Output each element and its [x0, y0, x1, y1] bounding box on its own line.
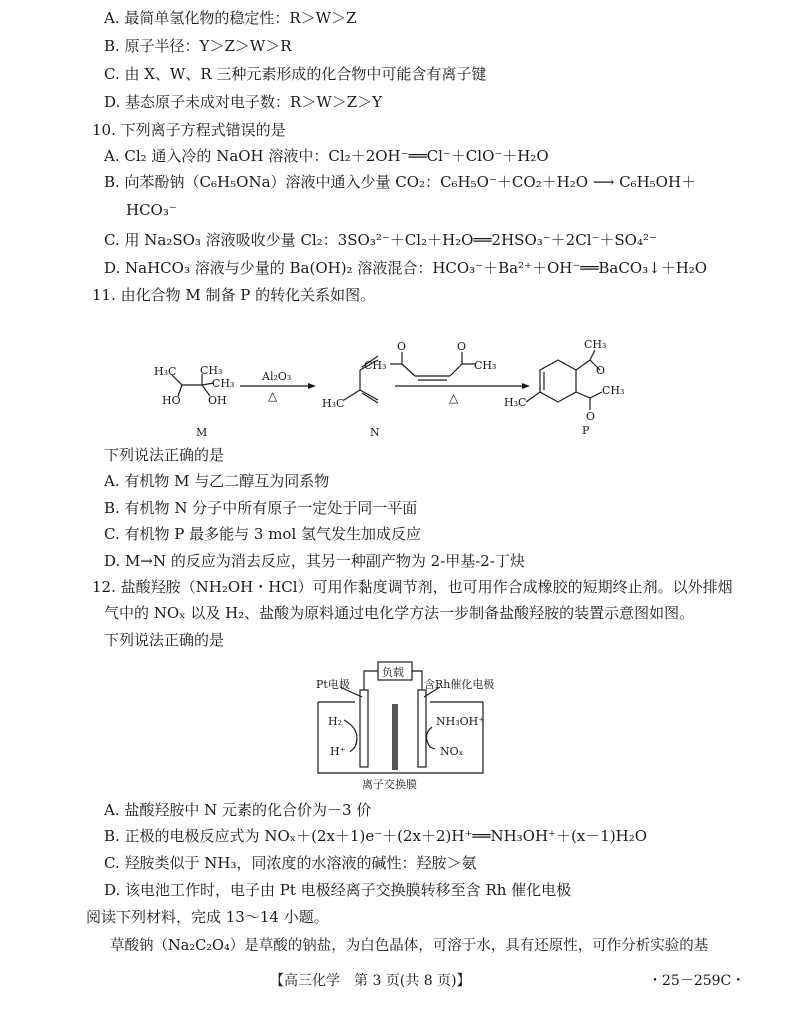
- label-n: N: [370, 426, 380, 439]
- load-label: 负载: [382, 666, 404, 679]
- q9-option-d: D. 基态原子未成对电子数：R＞W＞Z＞Y: [104, 93, 383, 111]
- p-oxygen-bottom: O: [586, 410, 596, 423]
- m-h3c: H₃C: [154, 365, 177, 378]
- h2-label: H₂: [328, 715, 343, 728]
- q12-option-b: B. 正极的电极反应式为 NOₓ＋(2x＋1)e⁻＋(2x＋2)H⁺══NH₃OH⁺＋(x－1)H₂O: [104, 827, 648, 845]
- reagent-oxygen-right: O: [457, 340, 467, 353]
- reading-paragraph: 草酸钠（Na₂C₂O₄）是草酸的钠盐，为白色晶体，可溶于水，具有还原性，可作分析实验的基: [110, 938, 709, 954]
- footer-code: ・25－259C・: [648, 973, 746, 989]
- q10-stem: 10. 下列离子方程式错误的是: [92, 121, 286, 139]
- q11-option-b: B. 有机物 N 分子中所有原子一定处于同一平面: [104, 499, 418, 517]
- q11-stem: 11. 由化合物 M 制备 P 的转化关系如图。: [92, 286, 376, 304]
- p-h3c: H₃C: [504, 396, 527, 409]
- nox-label: NOₓ: [440, 745, 464, 758]
- reagent-al2o3: Al₂O₃: [262, 370, 292, 383]
- nh3oh-label: NH₃OH⁺: [436, 715, 485, 728]
- rh-electrode-label: 含Rh催化电极: [424, 678, 495, 691]
- q12-option-c: C. 羟胺类似于 NH₃，同浓度的水溶液的碱性：羟胺＞氨: [104, 854, 477, 872]
- m-ch3-right: CH₃: [212, 377, 235, 390]
- q11-option-d: D. M→N 的反应为消去反应，其另一种副产物为 2-甲基-2-丁炔: [104, 552, 525, 570]
- q12-stem-1: 12. 盐酸羟胺（NH₂OH・HCl）可用作黏度调节剂，也可用作合成橡胶的短期终止剂。以外排烟: [92, 578, 733, 596]
- m-oh: OH: [208, 394, 227, 407]
- p-ch3-top: CH₃: [584, 338, 607, 351]
- membrane-label: 离子交换膜: [362, 778, 417, 791]
- q9-option-c: C. 由 X、W、R 三种元素形成的化合物中可能含有离子键: [104, 65, 487, 83]
- q12-stem-2: 气中的 NOₓ 以及 H₂、盐酸为原料通过电化学方法一步制备盐酸羟胺的装置示意图如图。: [104, 604, 695, 622]
- reagent-oxygen-left: O: [397, 340, 407, 353]
- pt-electrode-label: Pt电极: [316, 678, 350, 691]
- q10-option-a: A. Cl₂ 通入冷的 NaOH 溶液中：Cl₂＋2OH⁻══Cl⁻＋ClO⁻＋H₂O: [104, 147, 549, 165]
- q11-option-c: C. 有机物 P 最多能与 3 mol 氢气发生加成反应: [104, 525, 422, 543]
- electrochemical-cell-diagram: [300, 655, 520, 800]
- q9-option-a: A. 最简单氢化物的稳定性：R＞W＞Z: [104, 9, 357, 27]
- heat-symbol-1: △: [268, 389, 278, 403]
- reaction-scheme: [140, 330, 700, 445]
- m-ho: HO: [162, 394, 181, 407]
- reading-intro: 阅读下列材料，完成 13～14 小题。: [86, 908, 329, 926]
- q11-option-a: A. 有机物 M 与乙二醇互为同系物: [104, 472, 330, 490]
- label-p: P: [582, 424, 590, 437]
- label-m: M: [196, 426, 208, 439]
- q12-option-d: D. 该电池工作时，电子由 Pt 电极经离子交换膜转移至含 Rh 催化电极: [104, 881, 572, 899]
- heat-symbol-2: △: [449, 391, 459, 405]
- q10-option-d: D. NaHCO₃ 溶液与少量的 Ba(OH)₂ 溶液混合：HCO₃⁻＋Ba²⁺＋OH⁻══BaCO₃↓＋H₂O: [104, 259, 708, 277]
- n-h3c: H₃C: [322, 397, 345, 410]
- p-ch3-bottom: CH₃: [602, 384, 625, 397]
- m-ch3-top: CH₃: [200, 364, 223, 377]
- reagent-ch3-right: CH₃: [474, 359, 497, 372]
- hplus-label: H⁺: [330, 745, 346, 758]
- q10-option-b-cont: HCO₃⁻: [126, 201, 177, 219]
- q10-option-c: C. 用 Na₂SO₃ 溶液吸收少量 Cl₂：3SO₃²⁻＋Cl₂＋H₂O══2HSO₃⁻＋2Cl⁻＋SO₄²⁻: [104, 231, 657, 249]
- footer-page: 【高三化学 第 3 页(共 8 页)】: [270, 973, 471, 989]
- q9-option-b: B. 原子半径：Y＞Z＞W＞R: [104, 37, 292, 55]
- q12-option-a: A. 盐酸羟胺中 N 元素的化合价为－3 价: [104, 801, 372, 819]
- reagent-ch3-left: CH₃: [364, 359, 387, 372]
- q12-stem-3: 下列说法正确的是: [104, 631, 225, 649]
- p-oxygen-top: O: [596, 364, 606, 377]
- q10-option-b: B. 向苯酚钠（C₆H₅ONa）溶液中通入少量 CO₂：C₆H₅O⁻＋CO₂＋H₂O ⟶ C₆H₅OH＋: [104, 173, 697, 191]
- q11-prompt: 下列说法正确的是: [104, 446, 225, 464]
